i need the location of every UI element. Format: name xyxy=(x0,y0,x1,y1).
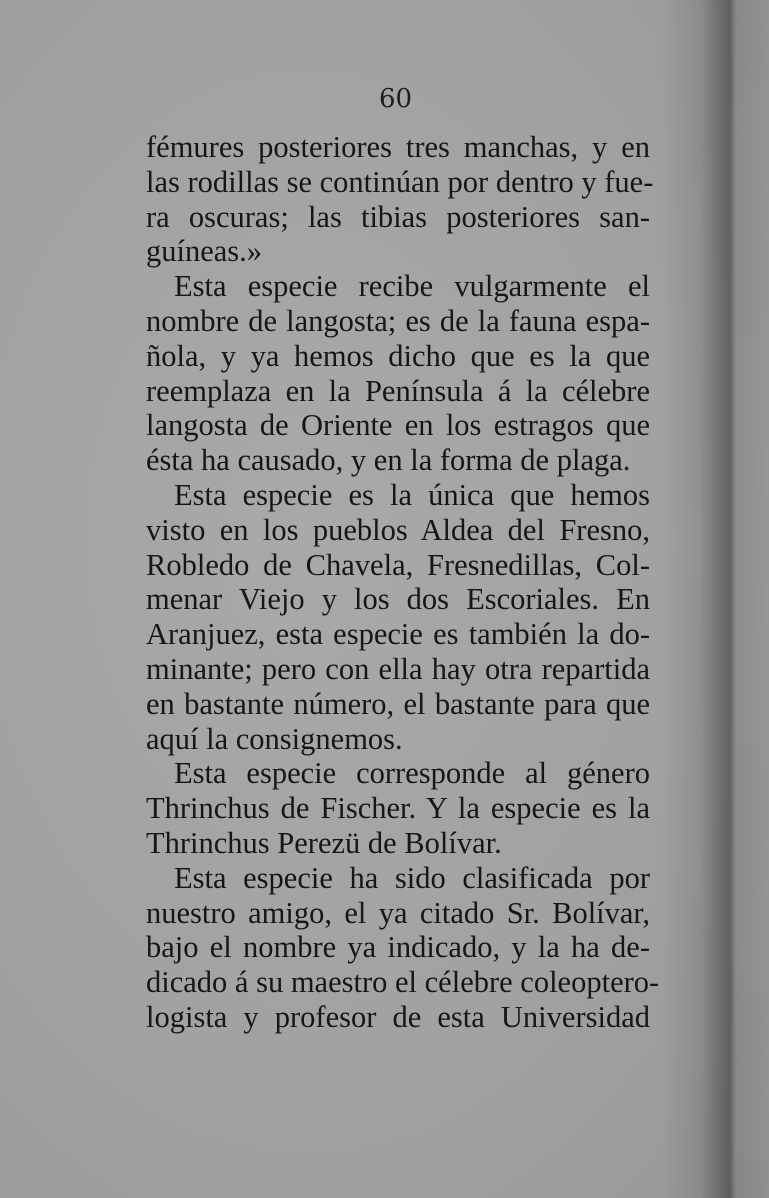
text-line: nombre de langosta; es de la fauna espa- xyxy=(146,303,650,338)
text-line: Esta especie es la única que hemos xyxy=(174,477,650,512)
gutter-shadow xyxy=(660,0,769,1198)
page-number: 60 xyxy=(378,84,413,114)
text-line: Aranjuez, esta especie es también la do- xyxy=(146,617,650,652)
text-line: dicado á su maestro el célebre coleoptero- xyxy=(146,965,660,1000)
text-line: ésta ha causado, y en la forma de plaga. xyxy=(146,443,631,478)
text-line: Robledo de Chavela, Fresnedillas, Col- xyxy=(146,547,650,582)
text-line: aquí la consignemos. xyxy=(146,721,403,756)
text-line: reemplaza en la Península á la célebre xyxy=(146,373,650,408)
text-line: bajo el nombre ya indicado, y la ha de- xyxy=(146,930,650,965)
text-line: las rodillas se continúan por dentro y fue- xyxy=(146,164,654,199)
text-line: guíneas.» xyxy=(146,234,263,269)
text-line: nuestro amigo, el ya citado Sr. Bolívar, xyxy=(146,895,650,930)
text-line: ñola, y ya hemos dicho que es la que xyxy=(146,338,650,373)
text-line: visto en los pueblos Aldea del Fresno, xyxy=(146,512,650,547)
text-line: en bastante número, el bastante para que xyxy=(146,686,650,721)
text-line: menar Viejo y los dos Escoriales. En xyxy=(146,582,650,617)
text-line: minante; pero con ella hay otra repartida xyxy=(146,651,650,686)
text-line: Thrinchus Perezü de Bolívar. xyxy=(146,825,502,860)
text-line: Thrinchus de Fischer. Y la especie es la xyxy=(146,791,650,826)
text-line: Esta especie recibe vulgarmente el xyxy=(174,269,650,304)
text-line: Esta especie corresponde al género xyxy=(174,756,650,791)
text-line: ra oscuras; las tibias posteriores san- xyxy=(146,199,650,234)
body-text xyxy=(146,130,660,1035)
text-line: Esta especie ha sido clasificada por xyxy=(174,860,650,895)
text-line: fémures posteriores tres manchas, y en xyxy=(146,130,650,164)
text-line: langosta de Oriente en los estragos que xyxy=(146,408,650,443)
text-line: logista y profesor de esta Universidad xyxy=(146,999,650,1034)
